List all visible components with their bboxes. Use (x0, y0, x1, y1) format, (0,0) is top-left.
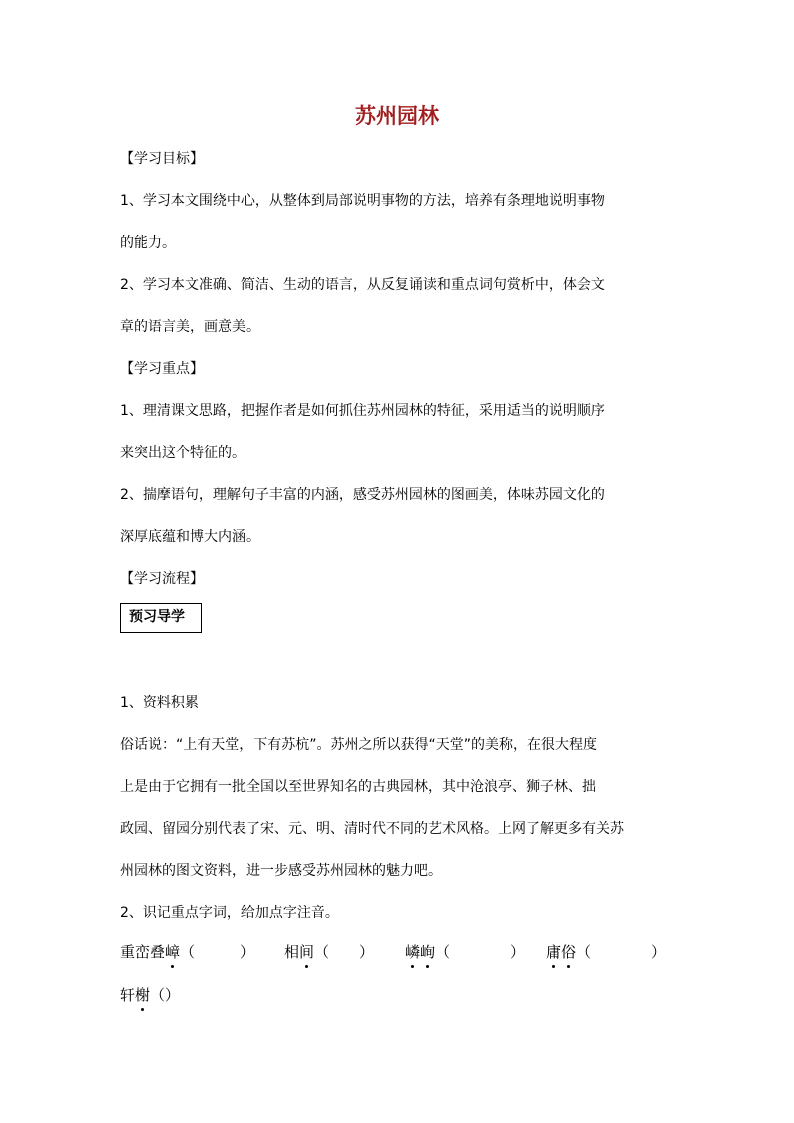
dotted-char: 间 (299, 943, 315, 961)
material-line-2: 上是由于它拥有一批全国以至世界知名的古典园林，其中沧浪亭、狮子林、拙 (120, 779, 596, 795)
pinyin-blank[interactable]: （ ） (435, 943, 526, 961)
focus-1-line-1: 1、理清课文思路，把握作者是如何抓住苏州园林的特征，采用适当的说明顺序 (120, 403, 605, 419)
pinyin-blank[interactable]: （ ） (576, 943, 667, 961)
goal-2-line-2: 章的语言美，画意美。 (120, 319, 260, 335)
word-text: 轩 (120, 986, 136, 1004)
word-item (546, 941, 666, 963)
focus-1-line-2: 来突出这个特征的。 (120, 445, 246, 461)
word-item (120, 941, 255, 963)
goal-2-line-1: 2、学习本文准确、简洁、生动的语言，从反复诵读和重点词句赏析中，体会文 (120, 277, 605, 293)
pinyin-blank[interactable]: （ ） (180, 943, 256, 961)
material-line-4: 州园林的图文资料，进一步感受苏州园林的魅力吧。 (120, 863, 442, 879)
word-item (120, 984, 180, 1006)
words-heading: 2、识记重点字词，给加点字注音。 (120, 905, 339, 921)
material-heading: 1、资料积累 (120, 695, 199, 711)
word-item (405, 941, 525, 963)
goal-1-line-2: 的能力。 (120, 235, 176, 251)
dotted-char: 榭 (135, 986, 151, 1004)
process-heading: 【学习流程】 (120, 571, 204, 587)
pinyin-blank[interactable]: （ ） (314, 943, 375, 961)
focus-2-line-1: 2、揣摩语句，理解句子丰富的内涵，感受苏州园林的图画美，体味苏园文化的 (120, 487, 605, 503)
material-line-1: 俗话说：“上有天堂，下有苏杭”。苏州之所以获得“天堂”的美称，在很大程度 (120, 737, 598, 753)
goal-1-line-1: 1、学习本文围绕中心，从整体到局部说明事物的方法，培养有条理地说明事物 (120, 193, 605, 209)
word-text: 相 (284, 943, 300, 961)
dotted-char: 嶙 (405, 943, 421, 961)
focus-2-line-2: 深厚底蕴和博大内涵。 (120, 529, 260, 545)
focus-heading: 【学习重点】 (120, 361, 204, 377)
dotted-char: 俗 (561, 943, 577, 961)
preview-guide-box: 预习导学 (120, 603, 202, 633)
pinyin-blank[interactable]: （） (150, 986, 181, 1004)
goals-heading: 【学习目标】 (120, 151, 204, 167)
dotted-char: 嶂 (165, 943, 181, 961)
word-text: 重峦叠 (120, 943, 166, 961)
page-title: 苏州园林 (355, 103, 439, 128)
word-item (284, 941, 374, 963)
dotted-char: 峋 (420, 943, 436, 961)
dotted-char: 庸 (546, 943, 562, 961)
material-line-3: 政园、留园分别代表了宋、元、明、清时代不同的艺术风格。上网了解更多有关苏 (120, 821, 624, 837)
